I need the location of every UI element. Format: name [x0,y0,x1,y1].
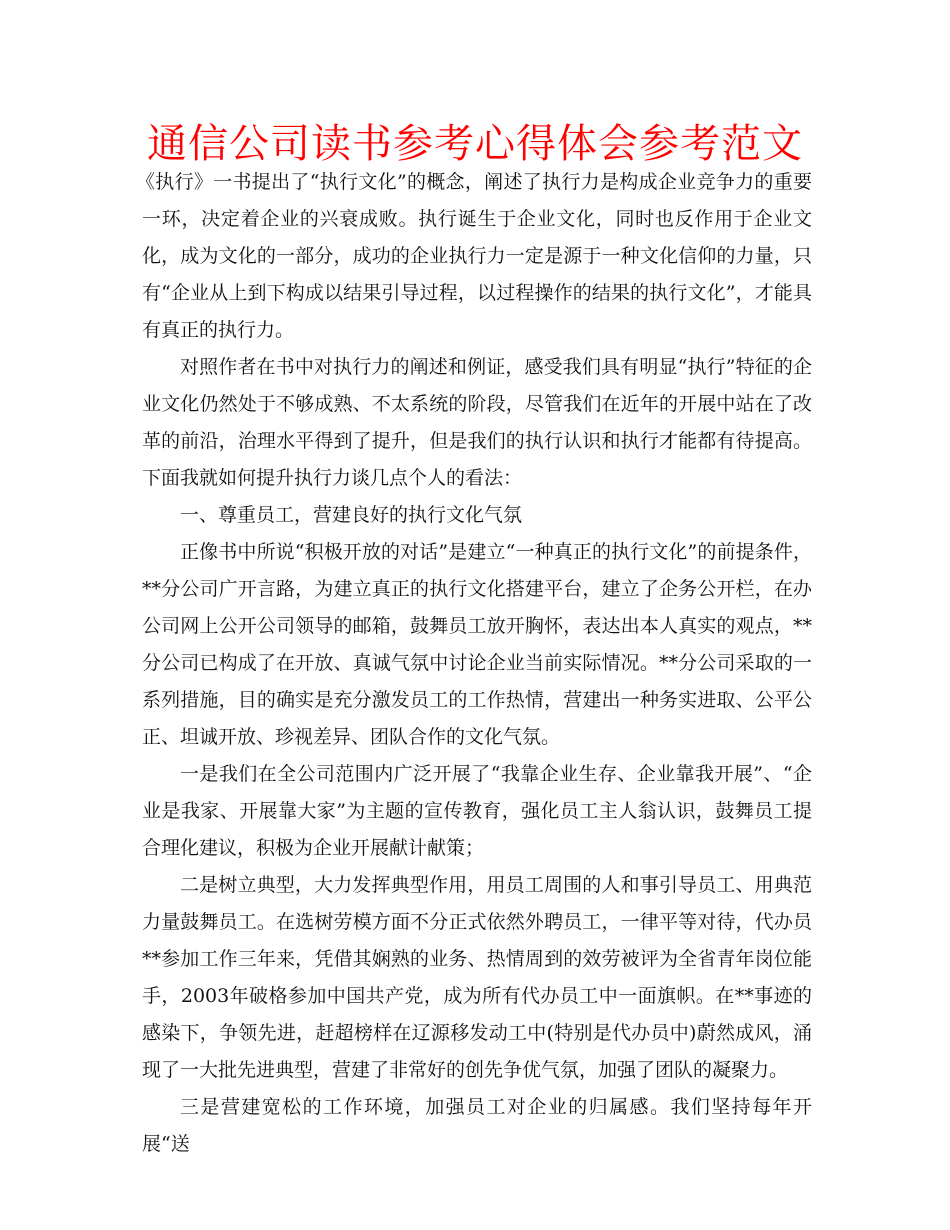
section-heading-1: 一、尊重员工，营建良好的执行文化气氛 [180,504,523,526]
document-title: 通信公司读书参考心得体会参考范文 [147,121,803,167]
paragraph-intro: 《执行》一书提出了“执行文化”的概念，阐述了执行力是构成企业竞争力的重要一环，决定着企业的兴衰成败。执行诞生于企业文化，同时也反作用于企业文化，成为文化的一部分，成功的企业执行力一定是源于一种文化信仰的力量，只有“企业从上到下构成以结果引导过程，以过程操作的结果的执行文化”，才能具有真正的执行力。 [136,171,812,341]
paragraph-open-dialogue: 正像书中所说“积极开放的对话”是建立“一种真正的执行文化”的前提条件，**分公司广开言路，为建立真正的执行文化搭建平台，建立了企务公开栏，在办公司网上公开公司领导的邮箱，鼓舞员工放开胸怀，表达出本人真实的观点，**分公司已构成了在开放、真诚气氛中讨论企业当前实际情况。**分公司采取的一系列措施，目的确实是充分激发员工的工作热情，营建出一种务实进取、公平公正、坦诚开放、珍视差异、团队合作的文化气氛。 [142,541,812,748]
paragraph-point-3: 三是营建宽松的工作环境，加强员工对企业的归属感。我们坚持每年开展“送 [142,1096,812,1155]
paragraph-reflection: 对照作者在书中对执行力的阐述和例证，感受我们具有明显“执行”特征的企业文化仍然处于不够成熟、不太系统的阶段，尽管我们在近年的开展中站在了改革的前沿，治理水平得到了提升，但是我们的执行认识和执行才能都有待提高。下面我就如何提升执行力谈几点个人的看法： [142,356,812,489]
document-body [136,164,812,1163]
paragraph-point-2: 二是树立典型，大力发挥典型作用，用员工周围的人和事引导员工、用典范力量鼓舞员工。在选树劳模方面不分正式依然外聘员工，一律平等对待，代办员**参加工作三年来，凭借其娴熟的业务、热情周到的效劳被评为全省青年岗位能手，2003年破格参加中国共产党，成为所有代办员工中一面旗帜。在**事迹的感染下，争领先进，赶超榜样在辽源移发动工中(特别是代办员中)蔚然成风，涌现了一大批先进典型，营建了非常好的创先争优气氛，加强了团队的凝聚力。 [142,874,812,1081]
paragraph-point-1: 一是我们在全公司范围内广泛开展了“我靠企业生存、企业靠我开展”、“企业是我家、开展靠大家”为主题的宣传教育，强化员工主人翁认识，鼓舞员工提合理化建议，积极为企业开展献计献策； [142,763,812,859]
